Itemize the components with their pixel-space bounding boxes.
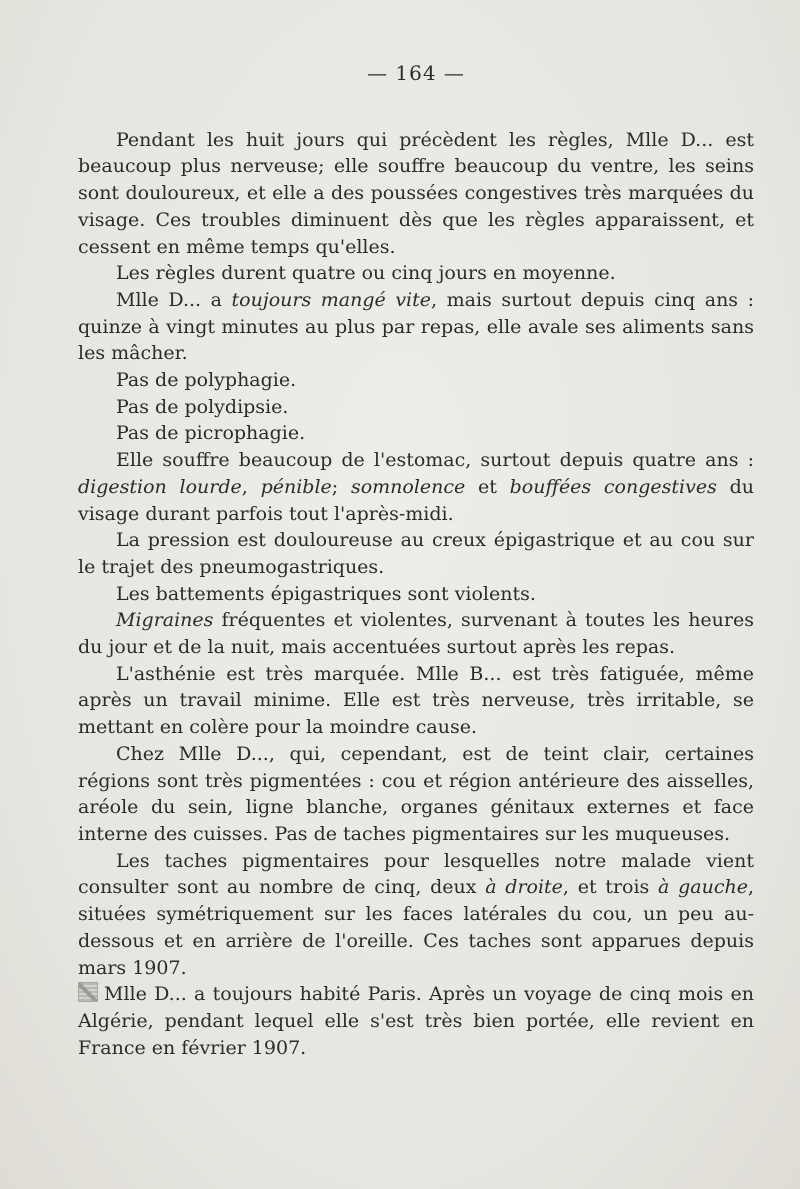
italic-text: Migraines bbox=[116, 609, 214, 632]
italic-text: à gauche bbox=[658, 876, 748, 899]
paragraph bbox=[78, 420, 754, 447]
page-number: — 164 — bbox=[367, 61, 465, 85]
italic-text: bouffées congestives bbox=[509, 475, 717, 498]
text-run: L'asthénie est très marquée. Mlle B... est très fatiguée, même après un travail minime. Elle est très nerveuse, très irritable, se mettant en colère pour la moindre cause. bbox=[78, 662, 754, 739]
paragraph bbox=[78, 367, 754, 394]
paragraph bbox=[78, 607, 754, 660]
text-run: , et trois bbox=[562, 876, 659, 899]
paragraph bbox=[78, 981, 754, 1061]
printer-ornament-icon bbox=[78, 982, 98, 1002]
text-run: Les règles durent quatre ou cinq jours en moyenne. bbox=[116, 262, 616, 285]
italic-text: à droite bbox=[485, 876, 563, 899]
text-run: Pendant les huit jours qui précèdent les règles, Mlle D... est beaucoup plus nerveuse; elle souffre beaucoup du ventre, les seins sont douloureux, et elle a des poussées congestives très marquées du visage. Ces troubles diminuent dès que les règles apparaissent, et cessent en même temps qu'elles. bbox=[78, 128, 754, 258]
text-run: Pas de polydipsie. bbox=[116, 395, 289, 418]
text-run: fréquentes et violentes, survenant à toutes les heures du jour et de la nuit, mais accentuées surtout après les repas. bbox=[78, 609, 754, 659]
text-run: La pression est douloureuse au creux épigastrique et au cou sur le trajet des pneumogastriques. bbox=[78, 529, 754, 578]
text-run: Elle souffre beaucoup de l'estomac, surtout depuis quatre ans : bbox=[116, 449, 754, 472]
text-run: et bbox=[465, 475, 510, 498]
paragraph bbox=[78, 741, 754, 848]
paragraph bbox=[78, 848, 754, 982]
italic-text: digestion lourde bbox=[78, 475, 242, 498]
italic-text: toujours mangé vite bbox=[231, 288, 432, 311]
book-page bbox=[78, 60, 754, 1061]
paragraph bbox=[78, 581, 754, 608]
body-text bbox=[78, 127, 754, 1062]
text-run: Pas de polyphagie. bbox=[116, 369, 297, 392]
paragraph bbox=[78, 447, 754, 527]
text-run: Chez Mlle D..., qui, cependant, est de teint clair, certaines régions sont très pigmentées : cou et région antérieure des aisselles, aréole du sein, ligne blanche, organes génitaux externes et face interne des cuisses. Pas de taches pigmentaires sur les muqueuses. bbox=[78, 742, 754, 845]
text-run: , bbox=[241, 475, 261, 498]
text-run: , situées symétriquement sur les faces latérales du cou, un peu au-dessous et en arrière de l'oreille. Ces taches sont apparues depuis mars 1907. bbox=[78, 876, 754, 979]
paragraph bbox=[78, 661, 754, 741]
paragraph bbox=[78, 260, 754, 287]
text-run: Mlle D... a toujours habité Paris. Après un voyage de cinq mois en Algérie, pendant lequel elle s'est très bien portée, elle revient en France en février 1907. bbox=[78, 983, 754, 1059]
text-run: ; bbox=[331, 475, 351, 498]
text-run: du visage durant parfois tout l'après-midi. bbox=[78, 475, 754, 525]
text-run: Les taches pigmentaires pour lesquelles notre malade vient consulter sont au nombre de cinq, deux bbox=[78, 849, 754, 899]
text-run: Pas de picrophagie. bbox=[116, 422, 306, 445]
paragraph bbox=[78, 394, 754, 421]
text-run: Mlle D... a bbox=[116, 288, 232, 311]
text-run: Les battements épigastriques sont violents. bbox=[116, 582, 536, 605]
paragraph bbox=[78, 287, 754, 367]
paragraph bbox=[78, 127, 754, 261]
italic-text: somnolence bbox=[350, 475, 466, 498]
paragraph bbox=[78, 527, 754, 580]
italic-text: pénible bbox=[260, 475, 332, 498]
text-run: , mais surtout depuis cinq ans : quinze à vingt minutes au plus par repas, elle avale ses aliments sans les mâcher. bbox=[78, 288, 755, 365]
